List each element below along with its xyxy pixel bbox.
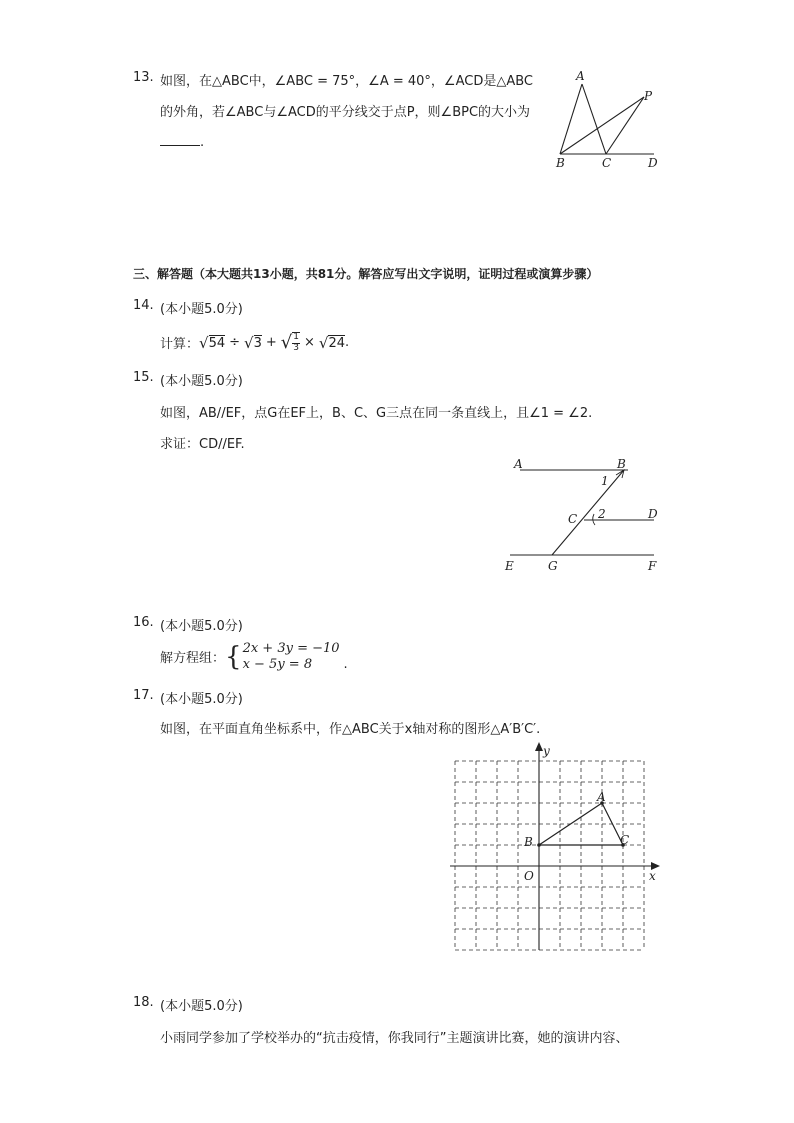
answer-blank-line (160, 133, 200, 146)
q16-score: (本小题5.0分) (160, 619, 243, 634)
q13-label-A: A (576, 69, 585, 83)
q13-triangle-figure (548, 64, 668, 174)
q14-frac-denominator: 3 (293, 342, 299, 353)
section-3-heading: 三、解答题（本大题共13小题，共81分。解答应写出文字说明，证明过程或演算步骤） (133, 267, 599, 281)
q14-radicand-3: 24 (328, 335, 346, 351)
q13-number: 13. (133, 70, 154, 85)
point-B (537, 843, 541, 847)
q15-label-D: D (648, 507, 658, 521)
q15-label-2: 2 (598, 507, 606, 521)
q15-label-E: E (505, 559, 514, 573)
q15-label-1: 1 (601, 474, 609, 488)
q16-equations (243, 641, 340, 672)
q14-op-3: × (304, 335, 315, 350)
q17-number: 17. (133, 688, 154, 703)
q13-label-P: P (644, 89, 653, 103)
q14-score: (本小题5.0分) (160, 302, 243, 317)
q14-fraction (292, 332, 300, 353)
q17-label-C: C (620, 833, 630, 847)
q14-frac-numerator: 1 (293, 332, 299, 343)
sqrt-symbol: √ (199, 333, 209, 352)
q16-prefix: 解方程组： (160, 651, 226, 667)
q18-number: 18. (133, 995, 154, 1010)
q14-op-2: + (265, 335, 277, 350)
q15-label-F: F (648, 559, 657, 573)
q18-text-line1: 小雨同学参加了学校举办的“抗击疫情，你我同行”主题演讲比赛，她的演讲内容、 (160, 1031, 629, 1046)
sqrt-symbol: √ (280, 332, 293, 353)
q16-end: . (343, 657, 348, 673)
q15-score: (本小题5.0分) (160, 374, 243, 389)
q15-label-C: C (568, 512, 578, 526)
q13-answer-blank (160, 133, 204, 150)
q15-text-line2: 求证：CD//EF. (160, 437, 245, 452)
left-brace-icon: { (225, 641, 242, 672)
q13-label-B: B (556, 156, 565, 170)
q16-equation-system (160, 641, 348, 672)
q17-coordinate-grid (448, 740, 668, 955)
q15-text-line1: 如图，AB//EF，点G在EF上，B、C、G三点在同一条直线上，且∠1 = ∠2. (160, 406, 593, 421)
q16-equation-2: x − 5y = 8 (242, 656, 313, 672)
q14-radicand-1: 54 (208, 335, 226, 351)
q17-text-line1: 如图，在平面直角坐标系中，作△ABC关于x轴对称的图形△A′B′C′. (160, 722, 541, 737)
q13-tail: . (200, 135, 205, 150)
q17-label-y: y (543, 744, 550, 758)
q17-label-x: x (649, 869, 656, 883)
q13-text-line2: 的外角，若∠ABC与∠ACD的平分线交于点P，则∠BPC的大小为 (160, 105, 531, 120)
q14-expression (160, 332, 349, 353)
q17-label-B: B (524, 835, 533, 849)
q13-label-C: C (602, 156, 612, 170)
sqrt-symbol: √ (318, 333, 329, 352)
dashed-grid (455, 761, 644, 950)
q14-number: 14. (133, 298, 154, 313)
q15-label-B: B (617, 457, 626, 471)
q15-label-A: A (514, 457, 523, 471)
q18-score: (本小题5.0分) (160, 999, 243, 1014)
sqrt-symbol: √ (244, 333, 254, 352)
q14-op-1: ÷ (229, 335, 241, 350)
q17-label-O: O (524, 869, 534, 883)
q16-equation-1: 2x + 3y = −10 (242, 641, 340, 656)
q14-end: . (345, 335, 350, 350)
q17-label-A: A (597, 790, 606, 804)
q13-text-line1: 如图，在△ABC中，∠ABC = 75°，∠A = 40°，∠ACD是△ABC (160, 74, 533, 89)
q17-score: (本小题5.0分) (160, 692, 243, 707)
q14-prefix: 计算： (160, 337, 200, 352)
q15-number: 15. (133, 370, 154, 385)
q13-label-D: D (648, 156, 658, 170)
q14-radicand-2: 3 (253, 335, 262, 351)
q15-label-G: G (548, 559, 558, 573)
q15-parallel-figure (500, 456, 670, 576)
q16-number: 16. (133, 615, 154, 630)
y-axis-arrow-icon (535, 742, 543, 751)
